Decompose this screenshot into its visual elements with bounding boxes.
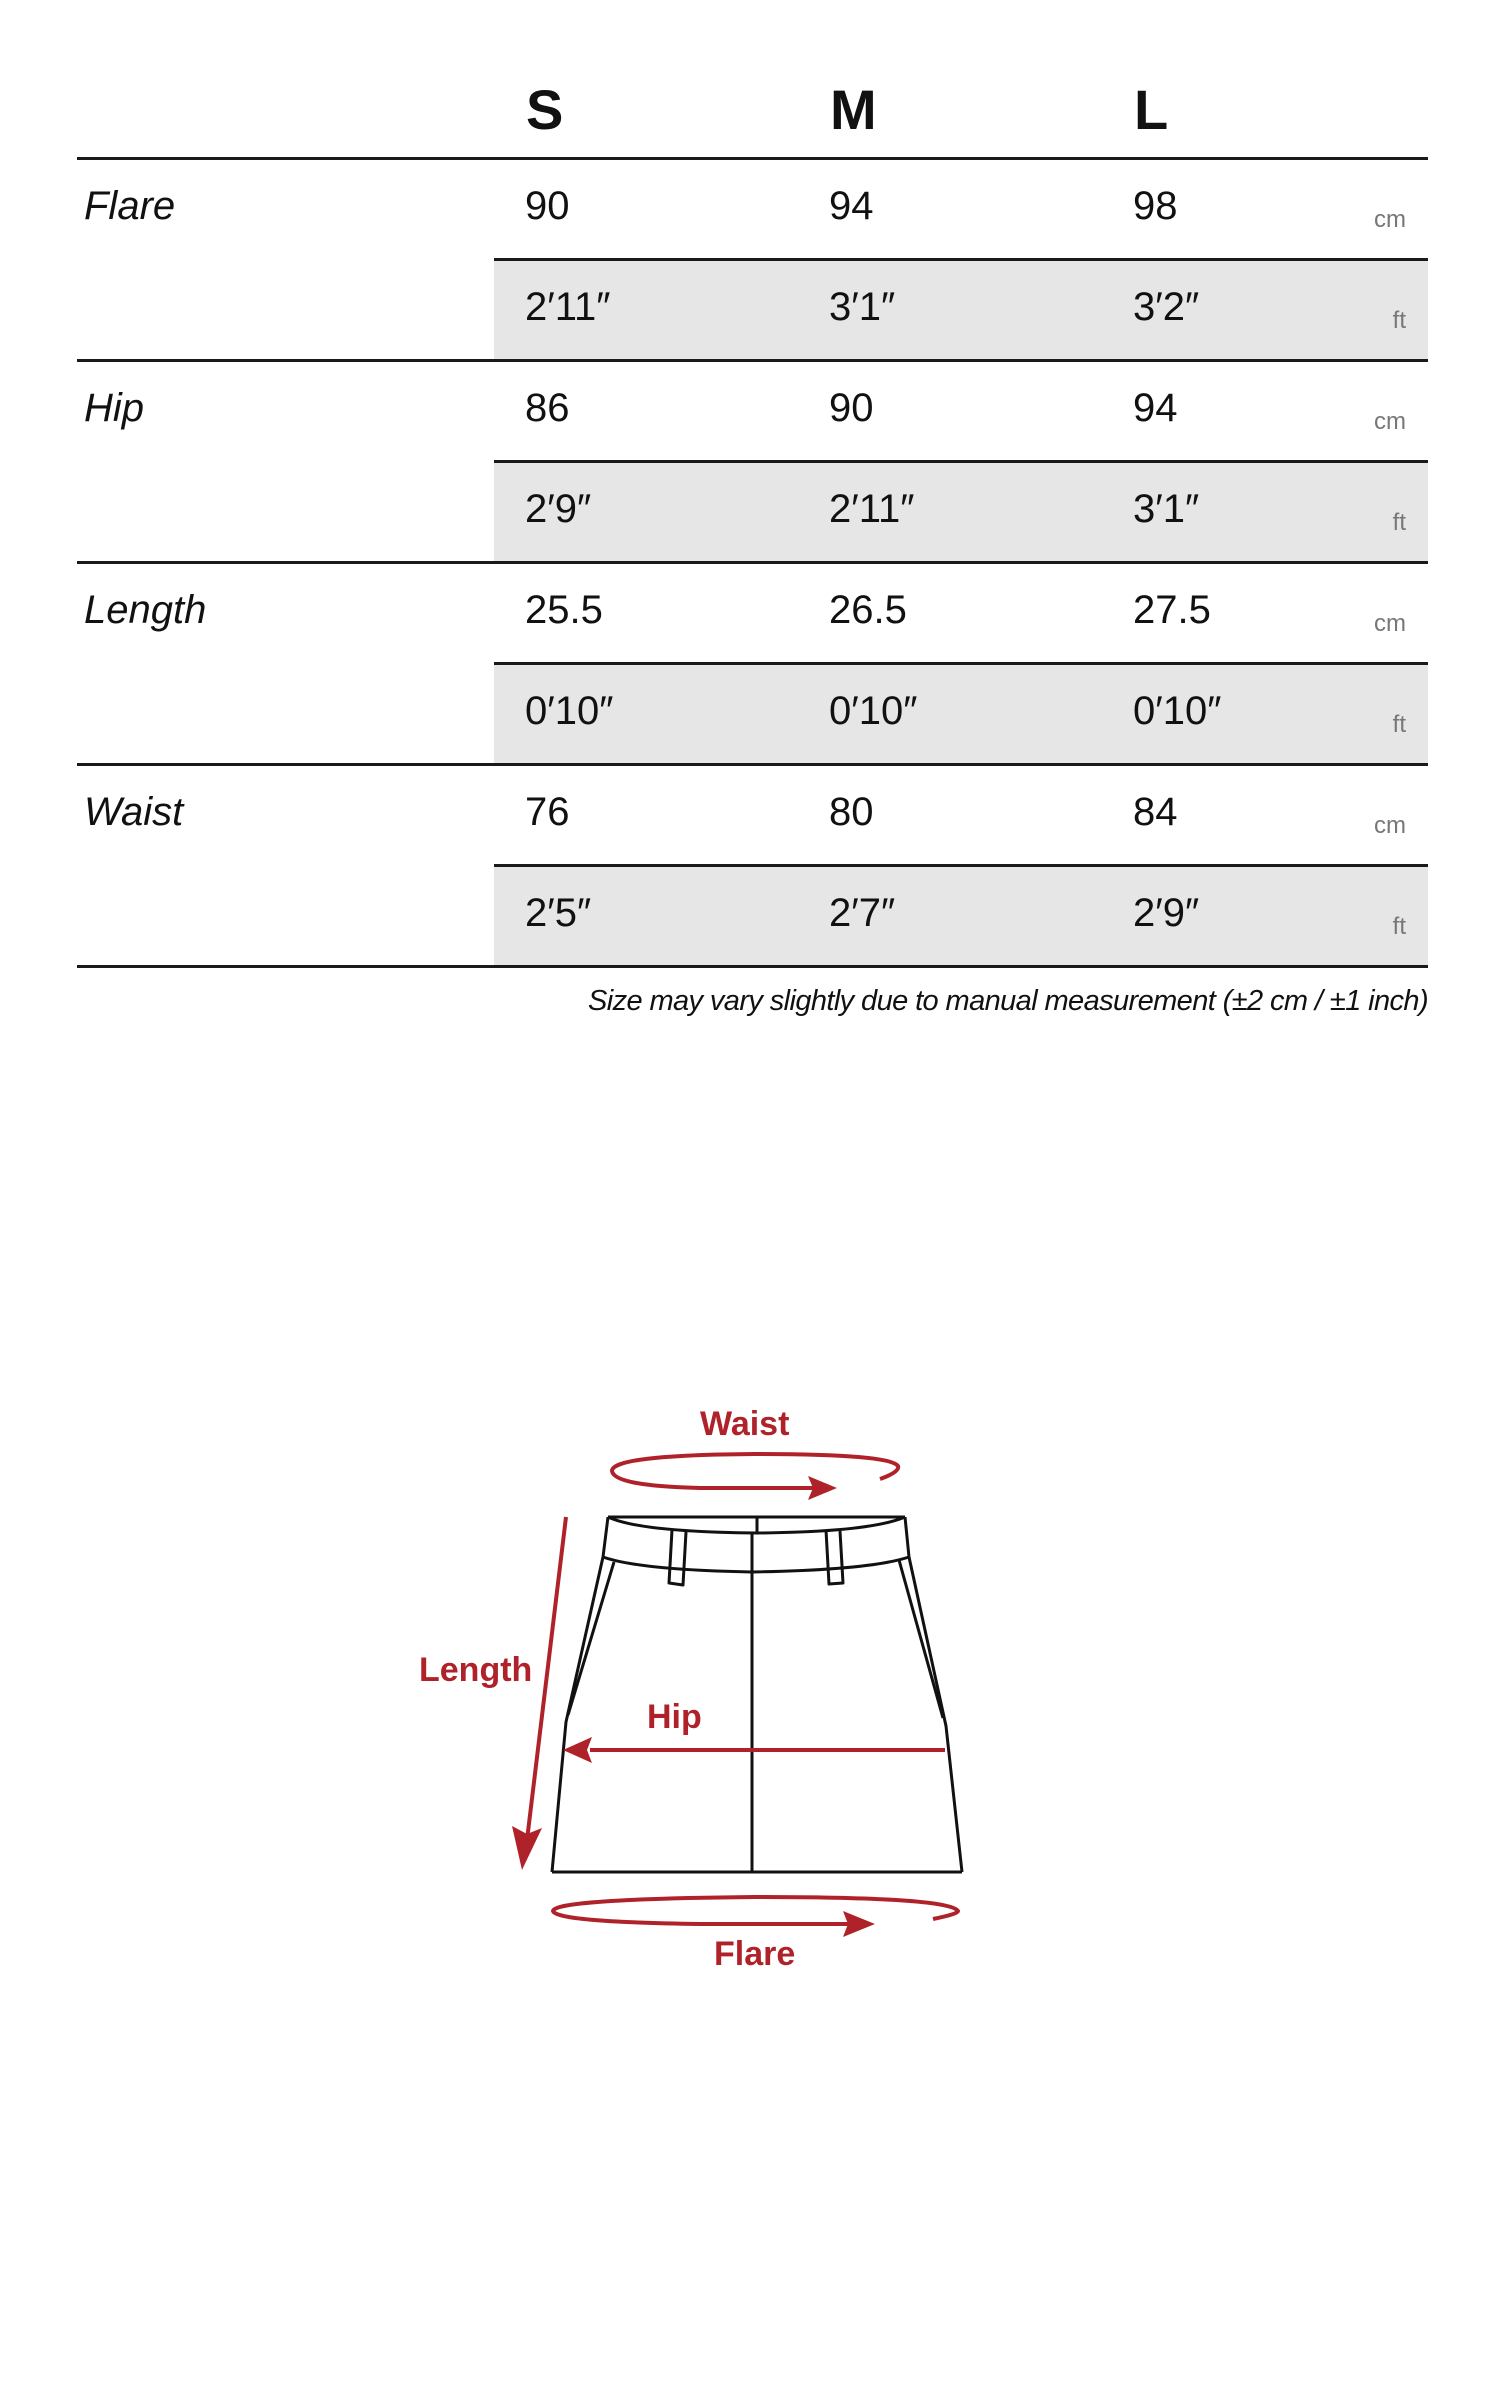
unit-cm: cm: [1374, 812, 1406, 839]
cell-length-l-ft: 0′10″: [1133, 689, 1222, 733]
cell-length-s-cm: 25.5: [525, 588, 603, 632]
measurement-footnote: Size may vary slightly due to manual measurement (±2 cm / ±1 inch): [587, 985, 1428, 1017]
cell-hip-l-ft: 3′1″: [1133, 487, 1200, 531]
cell-flare-m-cm: 94: [829, 184, 874, 228]
cell-hip-s-cm: 86: [525, 386, 570, 430]
cell-waist-l-cm: 84: [1133, 790, 1178, 834]
cell-length-m-ft: 0′10″: [829, 689, 918, 733]
flare-arrow-icon: [553, 1897, 958, 1924]
cell-length-l-cm: 27.5: [1133, 588, 1211, 632]
cell-flare-s-ft: 2′11″: [525, 285, 611, 329]
waist-arrow-icon: [612, 1454, 898, 1488]
cell-flare-l-cm: 98: [1133, 184, 1178, 228]
cell-waist-l-ft: 2′9″: [1133, 891, 1200, 935]
row-label-flare: Flare: [84, 184, 176, 228]
skirt-outline-icon: [552, 1517, 962, 1872]
cell-hip-l-cm: 94: [1133, 386, 1178, 430]
unit-ft: ft: [1392, 509, 1406, 536]
unit-ft: ft: [1392, 307, 1406, 334]
cell-flare-s-cm: 90: [525, 184, 570, 228]
diagram-label-hip: Hip: [647, 1698, 702, 1736]
unit-ft: ft: [1392, 913, 1406, 940]
cell-waist-s-cm: 76: [525, 790, 570, 834]
unit-ft: ft: [1392, 711, 1406, 738]
unit-cm: cm: [1374, 206, 1406, 233]
row-label-hip: Hip: [84, 386, 145, 430]
cell-waist-s-ft: 2′5″: [525, 891, 592, 935]
cell-hip-s-ft: 2′9″: [525, 487, 592, 531]
unit-cm: cm: [1374, 408, 1406, 435]
diagram-label-waist: Waist: [700, 1405, 790, 1443]
cell-length-s-ft: 0′10″: [525, 689, 614, 733]
size-header-l: L: [1134, 78, 1169, 141]
size-header-m: M: [830, 78, 877, 141]
cell-flare-l-ft: 3′2″: [1133, 285, 1200, 329]
row-label-waist: Waist: [84, 790, 184, 834]
cell-flare-m-ft: 3′1″: [829, 285, 896, 329]
cell-length-m-cm: 26.5: [829, 588, 907, 632]
unit-cm: cm: [1374, 610, 1406, 637]
cell-waist-m-cm: 80: [829, 790, 874, 834]
cell-hip-m-cm: 90: [829, 386, 874, 430]
cell-hip-m-ft: 2′11″: [829, 487, 915, 531]
hip-arrowhead-icon: [563, 1737, 592, 1763]
measure-arrows: [527, 1454, 958, 1924]
diagram-label-length: Length: [419, 1651, 533, 1689]
cell-waist-m-ft: 2′7″: [829, 891, 896, 935]
diagram-label-flare: Flare: [714, 1935, 796, 1973]
size-header-s: S: [526, 78, 564, 141]
row-label-length: Length: [84, 588, 207, 632]
